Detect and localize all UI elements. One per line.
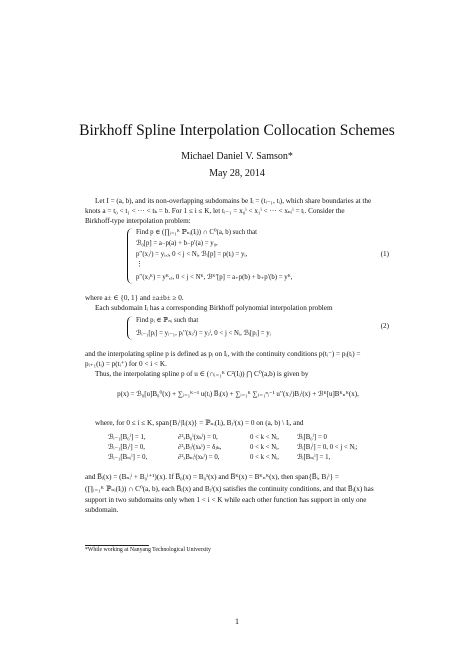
equation-1-number: (1) [380, 250, 389, 258]
footnote: *While working at Nanyang Technological University [85, 547, 211, 553]
closing-line-3: support in two subdomains only when 1 < i < K while each other function has support in only one [85, 496, 367, 504]
spline-line-2: pᵢ₊₁(tᵢ) = p(tᵢ⁺) for 0 < i < K. [85, 360, 167, 368]
eq1-line-3: p′′(xⱼⁱ) = yᵢ,ⱼ, 0 < j < Nᵢ, ℬᵢ[p] = p(tᵢ) = yᵢ, [136, 251, 248, 258]
cond-e2: 0 < k < Nᵢ, [250, 444, 279, 451]
cond-d3: ∂²ₓBₙᵢⁱ(xₖⁱ) = 0, [178, 454, 220, 461]
cond-c3: ℬᵢ₋₁[Bₙᵢⁱ] = 0, [108, 454, 148, 461]
intro-line-3: Birkhoff-type interpolation problem: [85, 217, 191, 225]
cond-f2: ℬᵢ[Bⱼⁱ] = 0, 0 < j < Nᵢ; [297, 444, 358, 451]
eq1-line-5: p′′(xⱼᴷ) = yᴷ,ⱼ, 0 < j < Nᴷ, ℬᴷ′[p] = a₊p(b) + b₊p′(b) = yᴷ, [136, 274, 293, 281]
equation-1-brace [127, 228, 133, 284]
eq1-line-1: Find p ∈ (∏ᵢ₌₁ᴷ ℙₙᵢ(Iᵢ)) ∩ C⁰(a, b) such that [136, 229, 258, 236]
cond-e3: 0 < k < Nᵢ, [250, 454, 279, 461]
eq2-line-1: Find pᵢ ∈ ℙₙᵢ such that [136, 317, 199, 324]
equation-2-number: (2) [380, 322, 389, 330]
where-line-2: where, for 0 ≤ i ≤ K, span{Bⱼⁱ|Iᵢ(x)} = ℙₙᵢ(Iᵢ), Bⱼⁱ(x) = 0 on (a, b) \ Iᵢ, and [95, 419, 304, 427]
author-line: Michael Daniel V. Samson* [181, 151, 293, 162]
page-number: 1 [235, 617, 239, 626]
eq1-line-2: ℬ₀[p] = a₋p(a) + b₋p′(a) = y₀, [136, 240, 218, 247]
spline-line-1: and the interpolating spline p is defined as pᵢ on Iᵢ, with the continuity conditions p(tᵢ⁻) = pᵢ(tᵢ) = [85, 350, 361, 358]
closing-line-4: subdomain. [85, 506, 119, 514]
subdomain-intro: Each subdomain Iᵢ has a corresponding Birkhoff polynomial interpolation problem [95, 304, 333, 312]
cond-col-3 [250, 433, 279, 463]
equation-2-brace [127, 316, 133, 340]
closing-line-1: and B̅ᵢ(x) = (Bₙᵢⁱ + B₀ⁱ⁺¹)(x). If B̅₀(x) = B₀¹(x) and B̅ᴷ(x) = Bᴷₙᴷ(x), then span{B̅ᵢ, Bⱼⁱ} = [85, 473, 339, 481]
closing-line-2: (∏ᵢ₌₁ᴷ ℙₙᵢ(Iᵢ)) ∩ C⁰(a, b), each B̅ᵢ(x) and Bⱼⁱ(x) satisfies the continuity conditions, and that B̅ᵢ(x) has [85, 485, 374, 493]
cond-c2: ℬᵢ₋₁[Bⱼⁱ] = 0, [108, 444, 145, 451]
date-line: May 28, 2014 [209, 168, 265, 179]
cond-f1: ℬᵢ[B₀ⁱ] = 0 [297, 434, 327, 441]
cond-e1: 0 < k < Nᵢ, [250, 434, 279, 441]
cond-col-2 [178, 433, 221, 463]
intro-line-1: Let I = (a, b), and its non-overlapping subdomains be Iᵢ = (tᵢ₋₁, tᵢ), which share boundaries at the [95, 197, 372, 205]
intro-line-2: knots a = t₀ < t₁ < ··· < tₖ = b. For 1 ≤ i ≤ K, let tᵢ₋₁ = x₀ⁱ < x₁ⁱ < ··· < xₙᵢⁱ = tᵢ. Consider the [85, 207, 345, 215]
footnote-rule [85, 545, 149, 546]
cond-d2: ∂²ₓBⱼⁱ(xₖⁱ) = δⱼₖ, [178, 444, 222, 451]
cond-col-1 [108, 433, 147, 463]
paper-title: Birkhoff Spline Interpolation Collocation Schemes [79, 122, 395, 139]
cond-c1: ℬᵢ₋₁[B₀ⁱ] = 1, [108, 434, 146, 441]
cond-col-4 [297, 433, 357, 463]
cond-f3: ℬᵢ[Bₙᵢⁱ] = 1, [297, 454, 331, 461]
eq1-line-4: ⋮ [136, 261, 143, 268]
cond-d1: ∂²ₓB₀ⁱ(xₖⁱ) = 0, [178, 434, 218, 441]
eq2-line-2: ℬᵢ₋₁[pᵢ] = yᵢ₋₁, pᵢ′′(xⱼⁱ) = yⱼⁱ, 0 < j < Nᵢ, ℬᵢ[pᵢ] = yᵢ [136, 330, 271, 337]
spline-expansion-equation: p(x) = ℬ₀[u]B₀⁰(x) + ∑ᵢ₌₁ᴷ⁻¹ u(tᵢ) B̅ᵢ(x) + ∑ᵢ₌₁ᴷ ∑ⱼ₌₁ⁿᵢ⁻¹ u′′(xⱼⁱ)Bⱼⁱ(x) + ℬᴷ[u]Bᴷₙᴷ(x), [117, 390, 359, 398]
where-line-1: where a± ∈ {0, 1} and ±a±b± ≥ 0. [85, 294, 184, 302]
spline-line-3: Thus, the interpolating spline p of u ∈ (∩ᵢ₌₁ᴷ C²(Iᵢ)) ⋂ C⁰(a,b) is given by [95, 370, 309, 378]
